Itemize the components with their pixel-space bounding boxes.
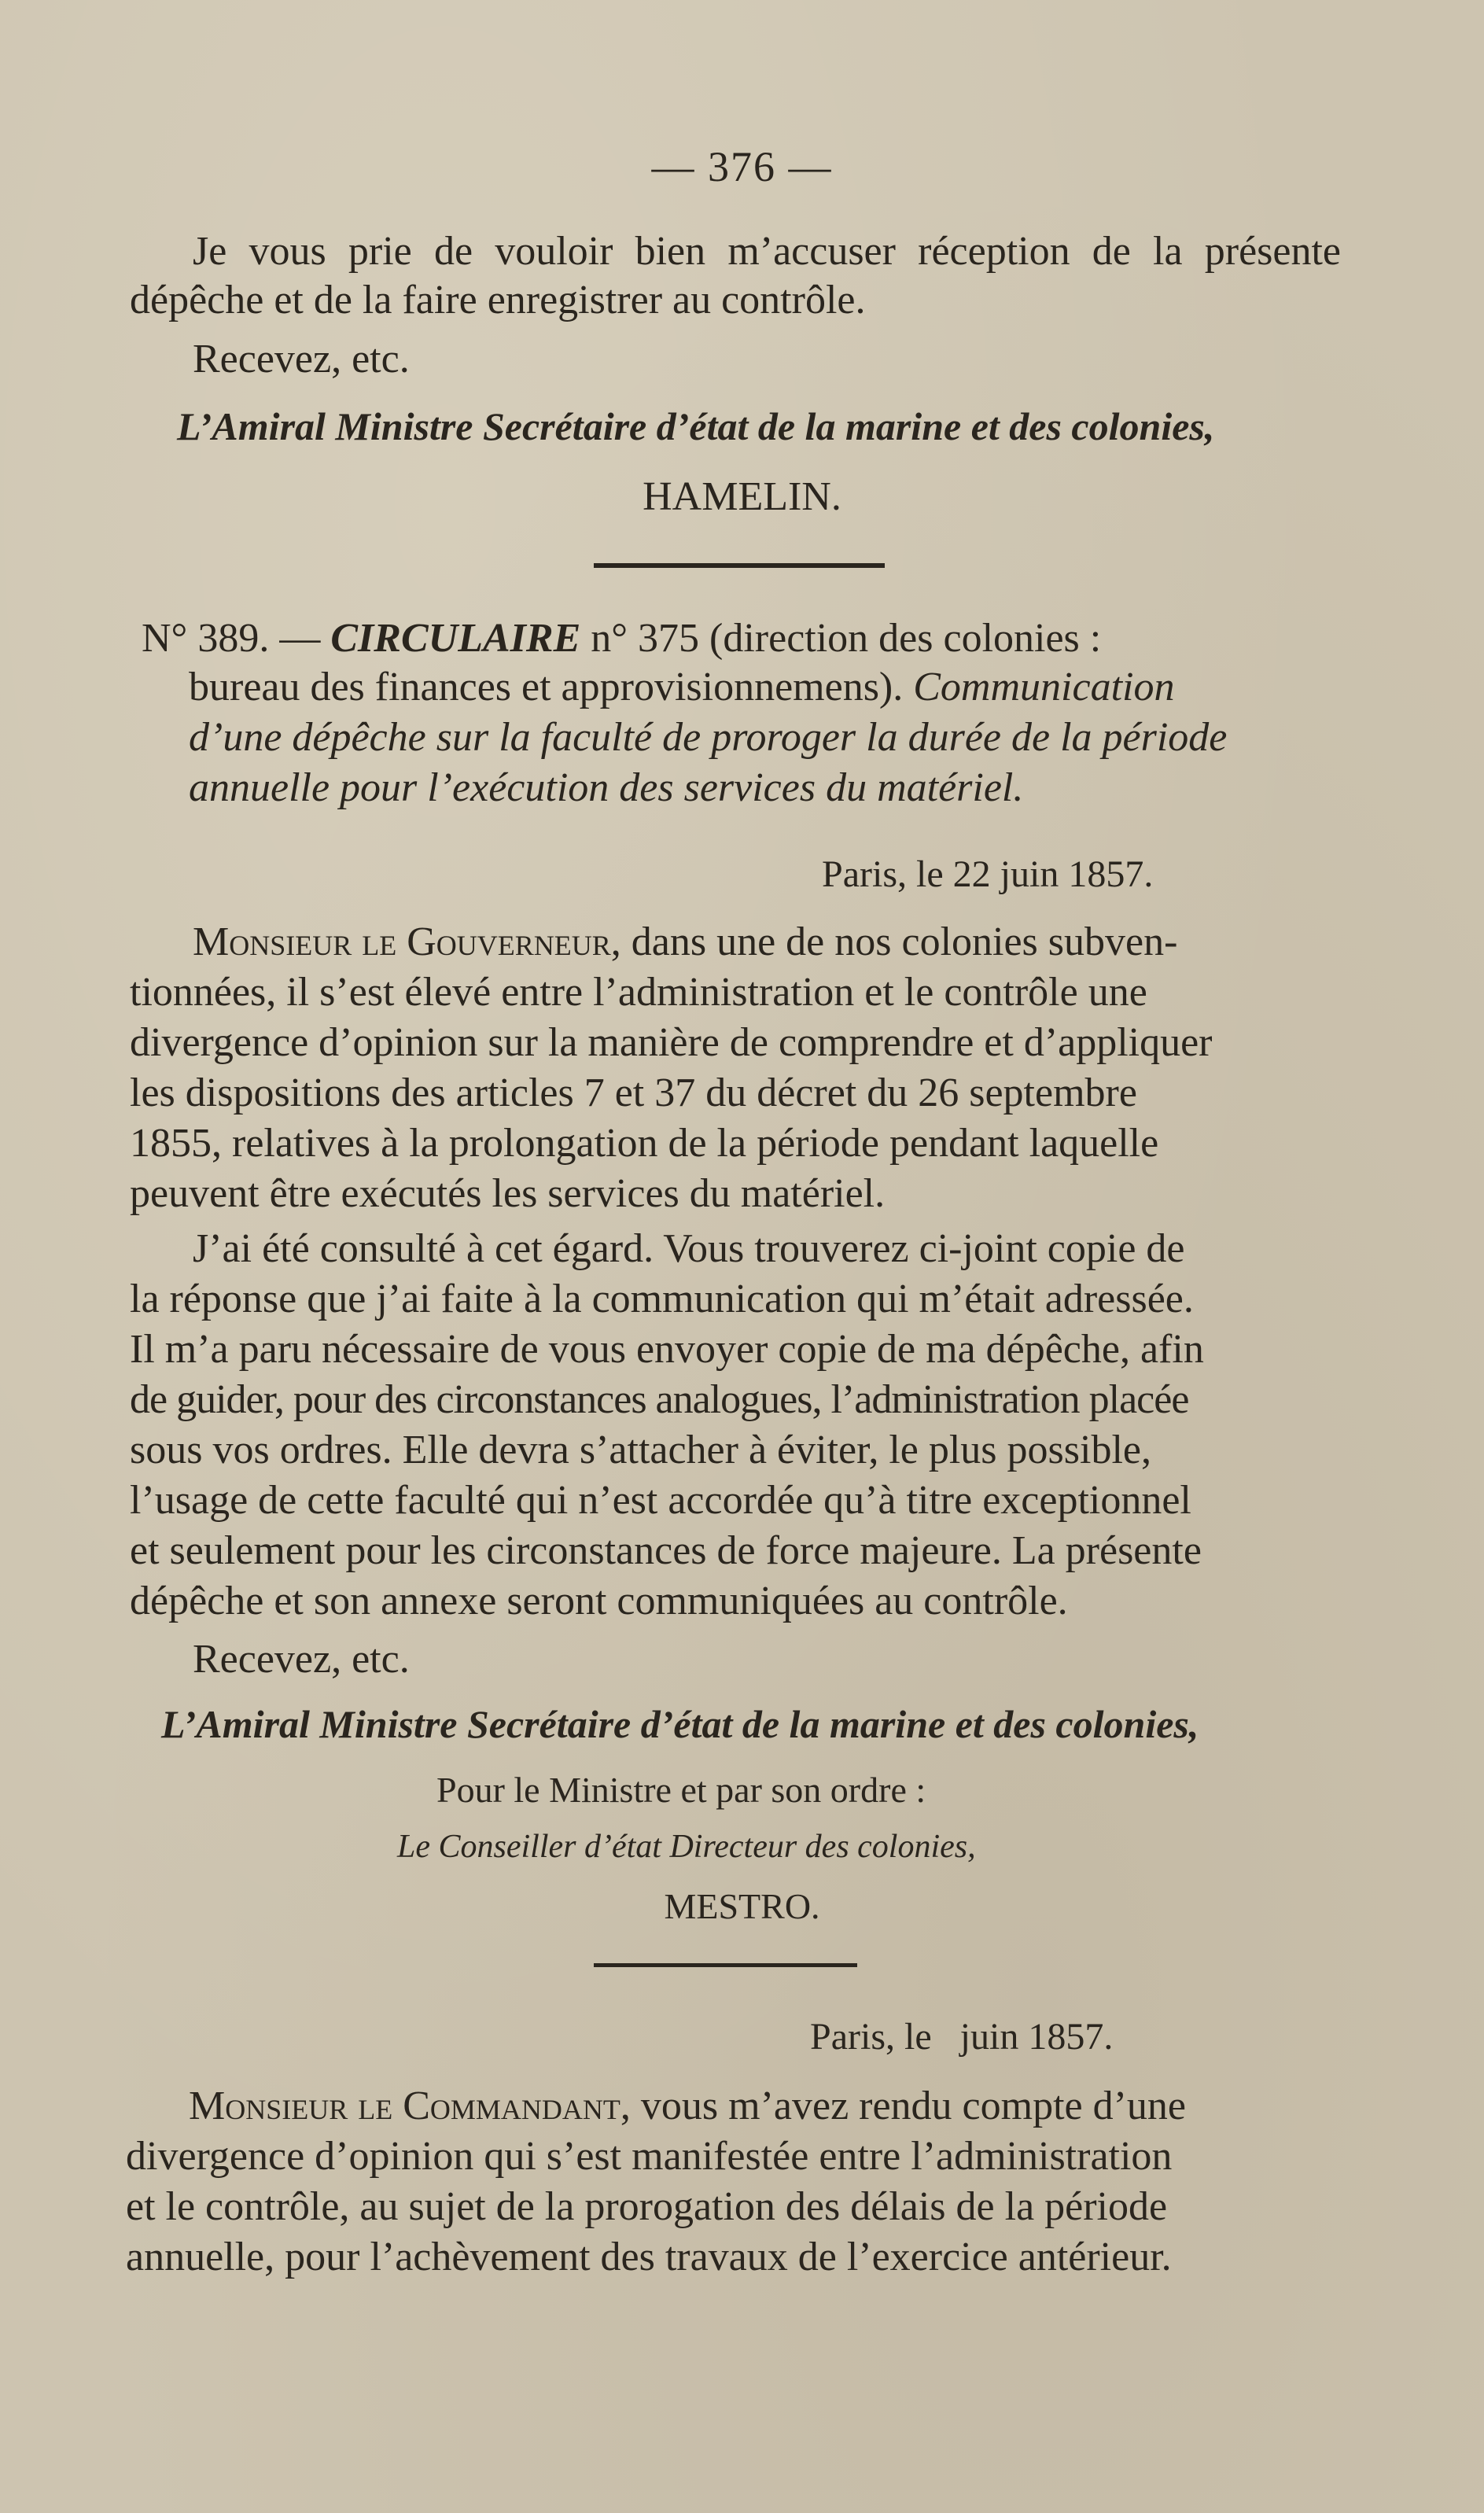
circular-type: CIRCULAIRE	[330, 616, 581, 661]
signature-title: L’Amiral Ministre Secrétaire d’état de la marine et des colonies,	[161, 1702, 1199, 1746]
signature-order: Pour le Ministre et par son ordre :	[436, 1770, 926, 1810]
circular-dash: —	[279, 616, 321, 661]
circular-number: N° 389.	[142, 616, 270, 661]
body-line	[189, 2081, 1186, 2132]
circular-heading-line-2	[189, 662, 1174, 713]
body-line: la réponse que j’ai faite à la communication qui m’était adressée.	[130, 1277, 1194, 1321]
annex-date: Paris, le juin 1857.	[810, 2016, 1114, 2058]
body-line: l’usage de cette faculté qui n’est accordée qu’à titre exceptionnel	[130, 1478, 1191, 1523]
annex-salutation-rest: vous m’avez rendu compte d’une	[640, 2084, 1186, 2128]
signature-name: HAMELIN.	[643, 474, 841, 519]
salutation: Monsieur le Gouverneur,	[193, 919, 621, 964]
salutation-rest: dans une de nos colonies subven-	[631, 919, 1178, 964]
signature-title: L’Amiral Ministre Secrétaire d’état de la marine et des colonies,	[177, 404, 1215, 448]
body-line: Je vous prie de vouloir bien m’accuser réception de la présente	[193, 229, 1341, 274]
letter-date: Paris, le 22 juin 1857.	[822, 853, 1154, 895]
circular-heading-line-1	[142, 614, 1101, 664]
body-line: 1855, relatives à la prolongation de la période pendant laquelle	[130, 1121, 1159, 1166]
annex-salutation: Monsieur le Commandant,	[189, 2084, 631, 2128]
body-line: dépêche et de la faire enregistrer au contrôle.	[130, 278, 866, 322]
body-line: annuelle, pour l’achèvement des travaux de l’exercice antérieur.	[126, 2235, 1172, 2279]
body-line: de guider, pour des circonstances analogues, l’administration placée	[130, 1377, 1189, 1422]
body-line: tionnées, il s’est élevé entre l’administration et le contrôle une	[130, 970, 1147, 1015]
circular-heading-line-3: d’une dépêche sur la faculté de proroger la durée de la période	[189, 715, 1228, 760]
circular-heading-rest: n° 375 (direction des colonies :	[591, 616, 1102, 661]
separator-rule	[594, 1963, 857, 1967]
body-line: et le contrôle, au sujet de la prorogation des délais de la période	[126, 2184, 1168, 2229]
separator-rule	[594, 563, 885, 568]
body-line: dépêche et son annexe seront communiquées au contrôle.	[130, 1579, 1068, 1623]
signature-director: Le Conseiller d’état Directeur des colonies,	[397, 1829, 976, 1865]
page-number: — 376 —	[651, 143, 833, 190]
body-line: et seulement pour les circonstances de force majeure. La présente	[130, 1528, 1202, 1573]
circular-heading-line-4: annuelle pour l’exécution des services du matériel.	[189, 765, 1024, 810]
body-line: divergence d’opinion sur la manière de comprendre et d’appliquer	[130, 1020, 1213, 1065]
body-line: J’ai été consulté à cet égard. Vous trouverez ci-joint copie de	[193, 1226, 1185, 1271]
body-line: les dispositions des articles 7 et 37 du décret du 26 septembre	[130, 1070, 1137, 1115]
body-line: peuvent être exécutés les services du matériel.	[130, 1171, 886, 1216]
body-line	[193, 917, 1177, 967]
signature-name: MESTRO.	[664, 1886, 820, 1926]
body-line: sous vos ordres. Elle devra s’attacher à éviter, le plus possible,	[130, 1428, 1151, 1472]
circular-communication: Communication	[913, 665, 1175, 709]
body-line: Il m’a paru nécessaire de vous envoyer copie de ma dépêche, afin	[130, 1327, 1204, 1372]
circular-bureau: bureau des finances et approvisionnemens).	[189, 665, 904, 709]
closing-line: Recevez, etc.	[193, 1637, 410, 1682]
body-line: divergence d’opinion qui s’est manifestée entre l’administration	[126, 2134, 1173, 2179]
closing-line: Recevez, etc.	[193, 337, 410, 381]
